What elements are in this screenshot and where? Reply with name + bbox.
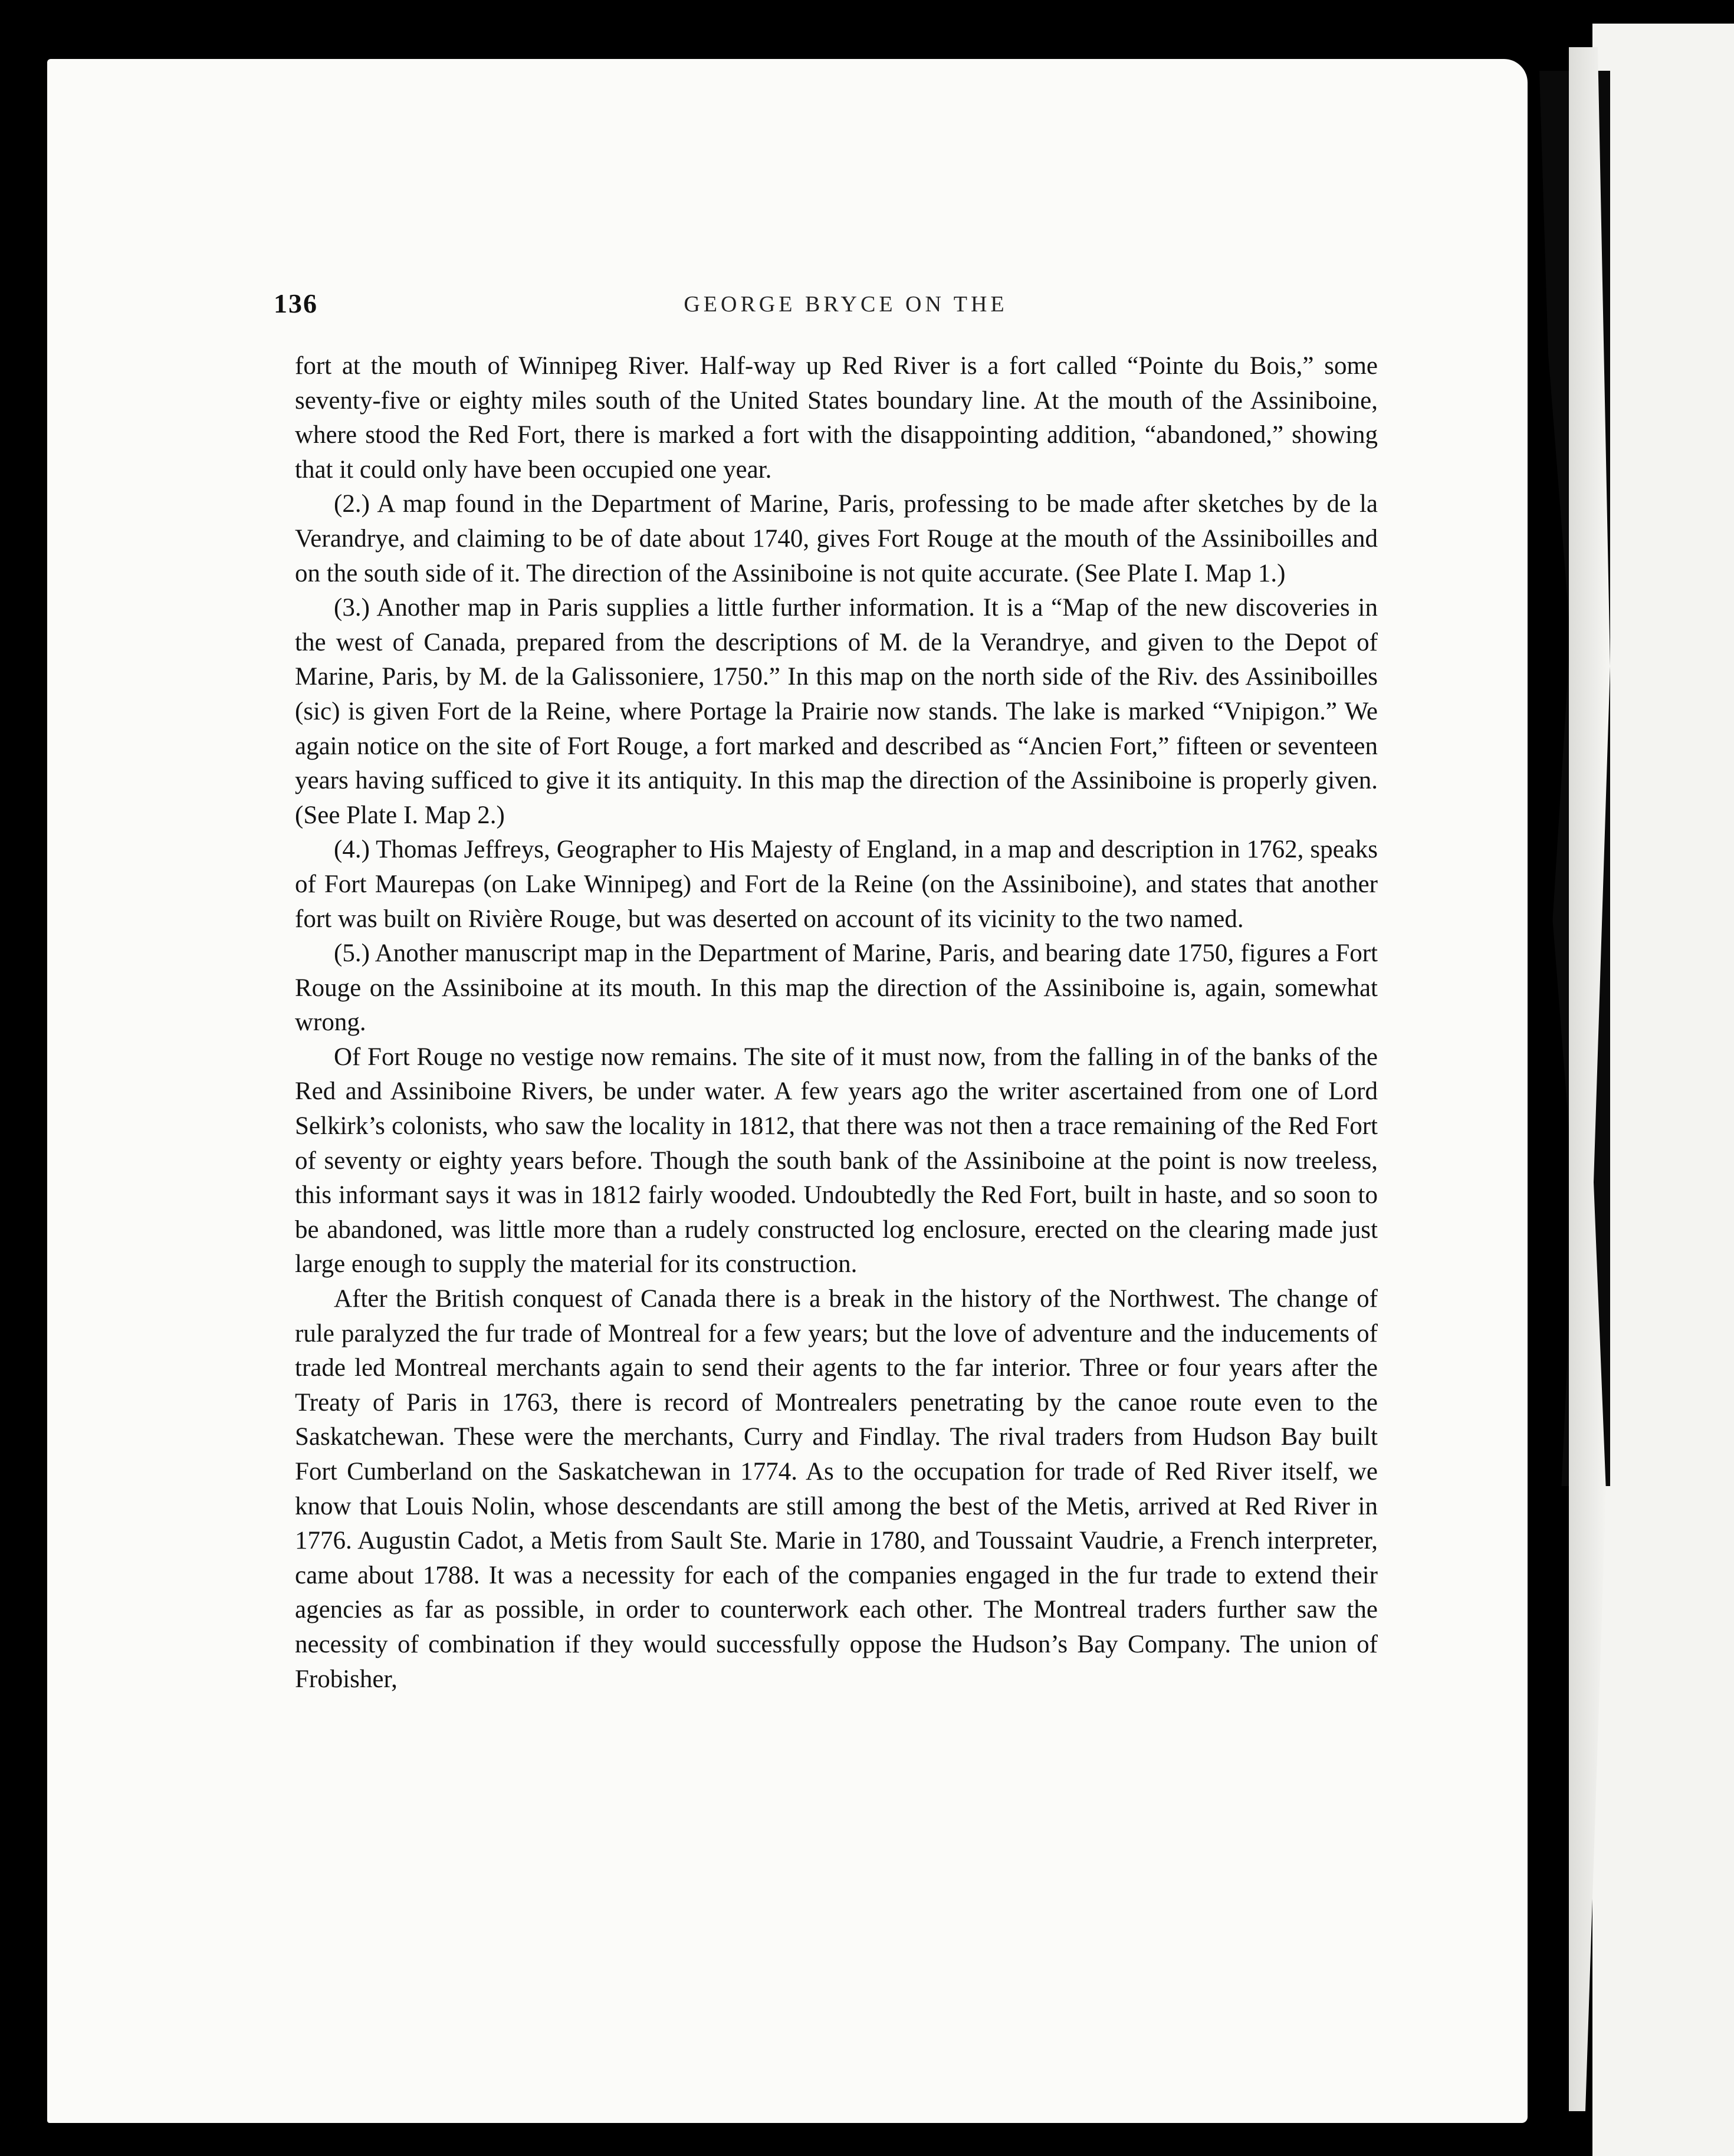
running-head: GEORGE BRYCE ON THE xyxy=(684,292,1008,317)
paragraph: Of Fort Rouge no vestige now remains. The site of it must now, from the falling in of the banks of the Red and Assiniboine Rivers, be under water. A few years ago the writer ascertained from one of Lord Selkirk’s colonists, who saw the locality in 1812, that there was not then a trace remaining of the Red Fort of seventy or eighty years before. Though the south bank of the Assiniboine at the point is now treeless, this informant says it was in 1812 fairly wooded. Undoubtedly the Red Fort, built in haste, and so soon to be abandoned, was little more than a rudely constructed log enclosure, erected on the clearing made just large enough to supply the material for its construction. xyxy=(295,1043,1378,1279)
body-text xyxy=(295,349,1378,1697)
page-number: 136 xyxy=(274,288,318,318)
facing-page-edge xyxy=(1592,24,1734,2156)
paragraph: fort at the mouth of Winnipeg River. Half-way up Red River is a fort called “Pointe du Bois,” some seventy-five or eighty miles south of the United States boundary line. At the mouth of the Assiniboine, where stood the Red Fort, there is marked a fort with the disappointing addition, “abandoned,” showing that it could only have been occupied one year. xyxy=(295,352,1378,484)
paragraph: After the British conquest of Canada there is a break in the history of the Northwest. The change of rule paralyzed the fur trade of Montreal for a few years; but the love of adventure and the inducements of trade led Montreal merchants again to send their agents to the far interior. Three or four years after the Treaty of Paris in 1763, there is record of Montrealers penetrating by the canoe route even to the Saskatchewan. These were the merchants, Curry and Findlay. The rival traders from Hudson Bay built Fort Cumberland on the Saskatchewan in 1774. As to the occupation for trade of Red River itself, we know that Louis Nolin, whose descendants are still among the best of the Metis, arrived at Red River in 1776. Augustin Cadot, a Metis from Sault Ste. Marie in 1780, and Toussaint Vaudrie, a French interpreter, came about 1788. It was a necessity for each of the companies engaged in the fur trade to extend their agencies as far as possible, in order to counterwork each other. The Montreal traders further saw the necessity of combination if they would successfully oppose the Hudson’s Bay Company. The union of Frobisher, xyxy=(295,1285,1378,1693)
paragraph: (5.) Another manuscript map in the Department of Marine, Paris, and bearing date 1750, figures a Fort Rouge on the Assiniboine at its mouth. In this map the direction of the Assiniboine is, again, somewhat wrong. xyxy=(295,939,1378,1037)
paragraph: (3.) Another map in Paris supplies a little further information. It is a “Map of the new discoveries in the west of Canada, prepared from the descriptions of M. de la Verandrye, and given to the Depot of Marine, Paris, by M. de la Galissoniere, 1750.” In this map on the north side of the Riv. des Assiniboilles (sic) is given Fort de la Reine, where Portage la Prairie now stands. The lake is marked “Vnipigon.” We again notice on the site of Fort Rouge, a fort marked and described as “Ancien Fort,” fifteen or seventeen years having sufficed to give it its antiquity. In this map the direction of the Assiniboine is properly given. (See Plate I. Map 2.) xyxy=(295,594,1378,829)
page-header xyxy=(274,288,1418,323)
paragraph: (2.) A map found in the Department of Marine, Paris, professing to be made after sketches by de la Verandrye, and claiming to be of date about 1740, gives Fort Rouge at the mouth of the Assiniboilles and on the south side of it. The direction of the Assiniboine is not quite accurate. (See Plate I. Map 1.) xyxy=(295,490,1378,587)
paragraph: (4.) Thomas Jeffreys, Geographer to His Majesty of England, in a map and description in 1762, speaks of Fort Maurepas (on Lake Winnipeg) and Fort de la Reine (on the Assiniboine), and states that another fort was built on Rivière Rouge, but was deserted on account of its vicinity to the two named. xyxy=(295,836,1378,933)
